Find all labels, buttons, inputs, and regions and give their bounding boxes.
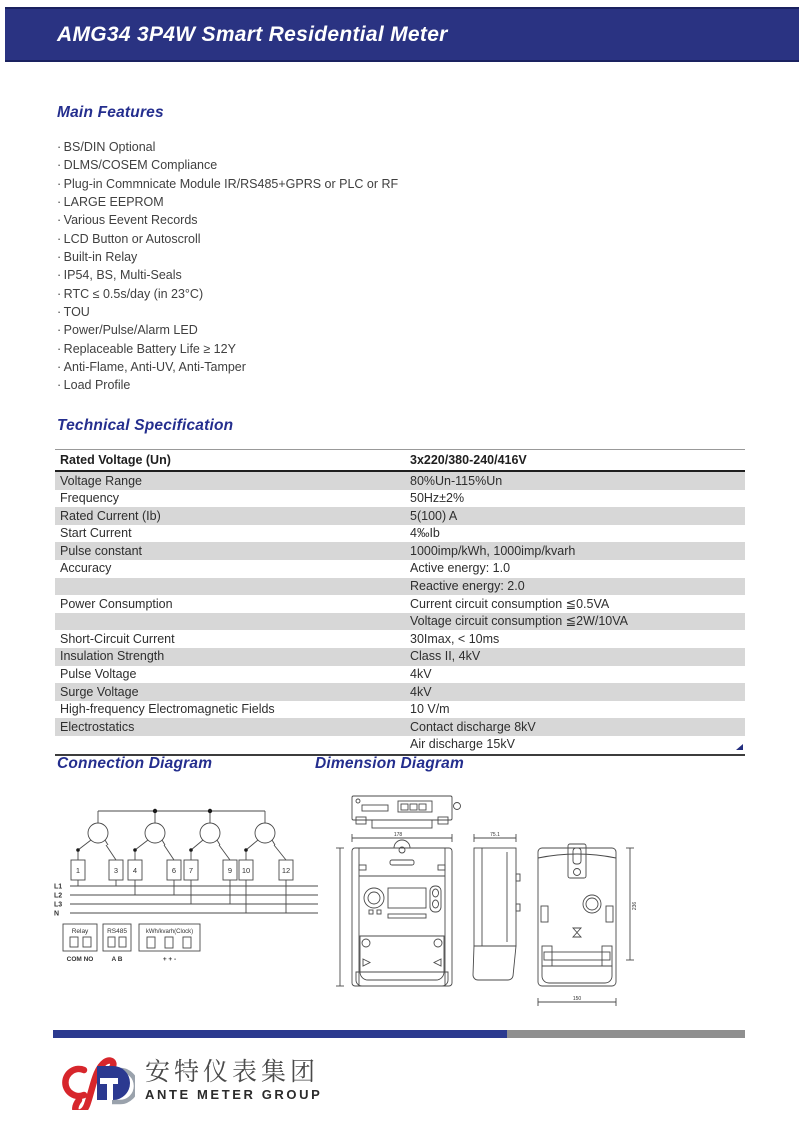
meter-top-view (352, 796, 461, 828)
feature-item: · LARGE EEPROM (57, 193, 398, 211)
rs485-box-title: RS485 (107, 928, 127, 935)
meter-front-view (352, 840, 452, 986)
feature-item: · IP54, BS, Multi-Seals (57, 266, 398, 284)
dim-width-label: 178 (393, 832, 403, 838)
spec-row (55, 666, 745, 684)
rail-label-l1: L1 (54, 883, 63, 891)
spec-value: 30Imax, < 10ms (410, 631, 500, 646)
feature-item: · RTC ≤ 0.5s/day (in 23°C) (57, 285, 398, 303)
spec-label: Voltage Range (60, 473, 143, 488)
logo-text (145, 1059, 322, 1102)
spec-value: Voltage circuit consumption ≦2W/10VA (410, 614, 628, 629)
footer-accent-bar-gray (507, 1030, 745, 1038)
feature-item: · LCD Button or Autoscroll (57, 230, 398, 248)
spec-label: High-frequency Electromagnetic Fields (60, 702, 275, 717)
spec-value: 1000imp/kWh, 1000imp/kvarh (410, 543, 576, 558)
dim-height-label: 236 (632, 901, 638, 911)
spec-table-head (55, 450, 745, 472)
feature-item: · BS/DIN Optional (57, 138, 398, 156)
spec-row (55, 648, 745, 666)
spec-value: 5(100) A (410, 508, 458, 523)
terminal-number: 6 (171, 866, 177, 875)
spec-row (55, 595, 745, 613)
logo-english-name: ANTE METER GROUP (145, 1086, 323, 1102)
feature-item: · TOU (57, 303, 398, 321)
spec-label: Start Current (60, 526, 132, 541)
rail-label-l2: L2 (54, 892, 63, 900)
spec-label (55, 736, 405, 755)
spec-label: Pulse Voltage (60, 667, 137, 682)
aux-labels (67, 928, 194, 963)
feature-item: · Power/Pulse/Alarm LED (57, 321, 398, 339)
dimension-heading: Dimension Diagram (315, 755, 464, 772)
features-list (57, 138, 398, 395)
spec-row (55, 701, 745, 719)
spec-table-body (55, 471, 745, 755)
spec-value: 50Hz±2% (410, 491, 465, 506)
connection-diagram (50, 798, 322, 978)
terminal-number: 1 (75, 866, 81, 875)
terminal-number: 12 (281, 866, 291, 875)
dim-depth-label: 75.1 (490, 832, 500, 838)
spec-label: Insulation Strength (60, 649, 165, 664)
connection-heading: Connection Diagram (57, 755, 213, 772)
ante-logo-icon (55, 1050, 135, 1110)
spec-header-value: 3x220/380-240/416V (405, 450, 745, 472)
terminal-number: 10 (241, 866, 251, 875)
terminal-boxes (71, 860, 293, 880)
rail-label-l3: L3 (54, 901, 63, 909)
pulse-pin-labels: + + - (162, 956, 177, 963)
table-corner-mark (736, 744, 743, 750)
feature-item: · Load Profile (57, 376, 398, 394)
dim-base-label: 150 (572, 996, 582, 1002)
spec-label (55, 578, 405, 596)
spec-label: Rated Current (Ib) (60, 508, 161, 523)
spec-value: 80%Un-115%Un (410, 473, 503, 488)
connection-wiring (70, 811, 318, 913)
spec-row (55, 560, 745, 578)
rail-label-n: N (54, 910, 60, 918)
spec-value: 4kV (410, 684, 432, 699)
relay-box-title: Relay (71, 928, 89, 935)
spec-value: 4kV (410, 667, 432, 682)
terminal-number: 9 (227, 866, 233, 875)
header-bar (5, 7, 799, 62)
terminal-numbers (76, 866, 290, 875)
feature-item: · Plug-in Commnicate Module IR/RS485+GPRS or PLC or RF (57, 175, 398, 193)
page-title: AMG34 3P4W Smart Residential Meter (57, 22, 448, 46)
spec-row (55, 718, 745, 736)
spec-row (55, 613, 745, 631)
junction-dots (76, 809, 248, 852)
spec-header-row (55, 450, 745, 472)
spec-value: 4‰Ib (410, 526, 440, 541)
spec-row (55, 736, 745, 755)
dimension-line-left (336, 848, 344, 986)
terminal-number: 4 (132, 866, 138, 875)
spec-value: Current circuit consumption ≦0.5VA (410, 596, 610, 611)
spec-row (55, 507, 745, 525)
logo-chinese-name: 安特仪表集团 (145, 1057, 320, 1086)
spec-value: Class II, 4kV (410, 649, 481, 664)
feature-item: · Replaceable Battery Life ≥ 12Y (57, 340, 398, 358)
feature-item: · Anti-Flame, Anti-UV, Anti-Tamper (57, 358, 398, 376)
terminal-number: 3 (113, 866, 119, 875)
spec-label: Electrostatics (60, 719, 135, 734)
spec-label: Accuracy (60, 561, 112, 576)
spec-value: Contact discharge 8kV (410, 719, 536, 734)
spec-row (55, 542, 745, 560)
rail-labels (54, 884, 62, 918)
spec-row (55, 525, 745, 543)
spec-header-label: Rated Voltage (Un) (55, 450, 405, 472)
spec-table (55, 449, 745, 756)
feature-item: · Built-in Relay (57, 248, 398, 266)
meter-back-view (538, 844, 616, 986)
spec-value: Air discharge 15kV (410, 737, 515, 752)
feature-item: · DLMS/COSEM Compliance (57, 156, 398, 174)
spec-label (55, 613, 405, 631)
spec-label: Surge Voltage (60, 684, 139, 699)
spec-row (55, 471, 745, 490)
spec-row (55, 578, 745, 596)
spec-row (55, 683, 745, 701)
pulse-box-title: kWh/kvarh(Clock) (145, 929, 194, 935)
spec-heading: Technical Specification (57, 417, 234, 434)
dimension-diagram (330, 786, 660, 1021)
spec-label: Frequency (60, 491, 120, 506)
company-logo-block (55, 1050, 322, 1110)
spec-value: Reactive energy: 2.0 (410, 579, 525, 594)
meter-side-view (473, 848, 520, 980)
spec-label: Power Consumption (60, 596, 173, 611)
spec-row (55, 630, 745, 648)
feature-item: · Various Eevent Records (57, 211, 398, 229)
rs485-pin-labels: A B (111, 956, 123, 963)
relay-pin-labels: COM NO (66, 956, 94, 963)
spec-value: Active energy: 1.0 (410, 561, 511, 576)
spec-row (55, 490, 745, 508)
terminal-number: 7 (188, 866, 194, 875)
spec-label: Pulse constant (60, 543, 142, 558)
spec-label: Short-Circuit Current (60, 631, 175, 646)
footer-accent-bar-blue (53, 1030, 507, 1038)
spec-value: 10 V/m (410, 702, 450, 717)
features-heading: Main Features (57, 104, 164, 121)
